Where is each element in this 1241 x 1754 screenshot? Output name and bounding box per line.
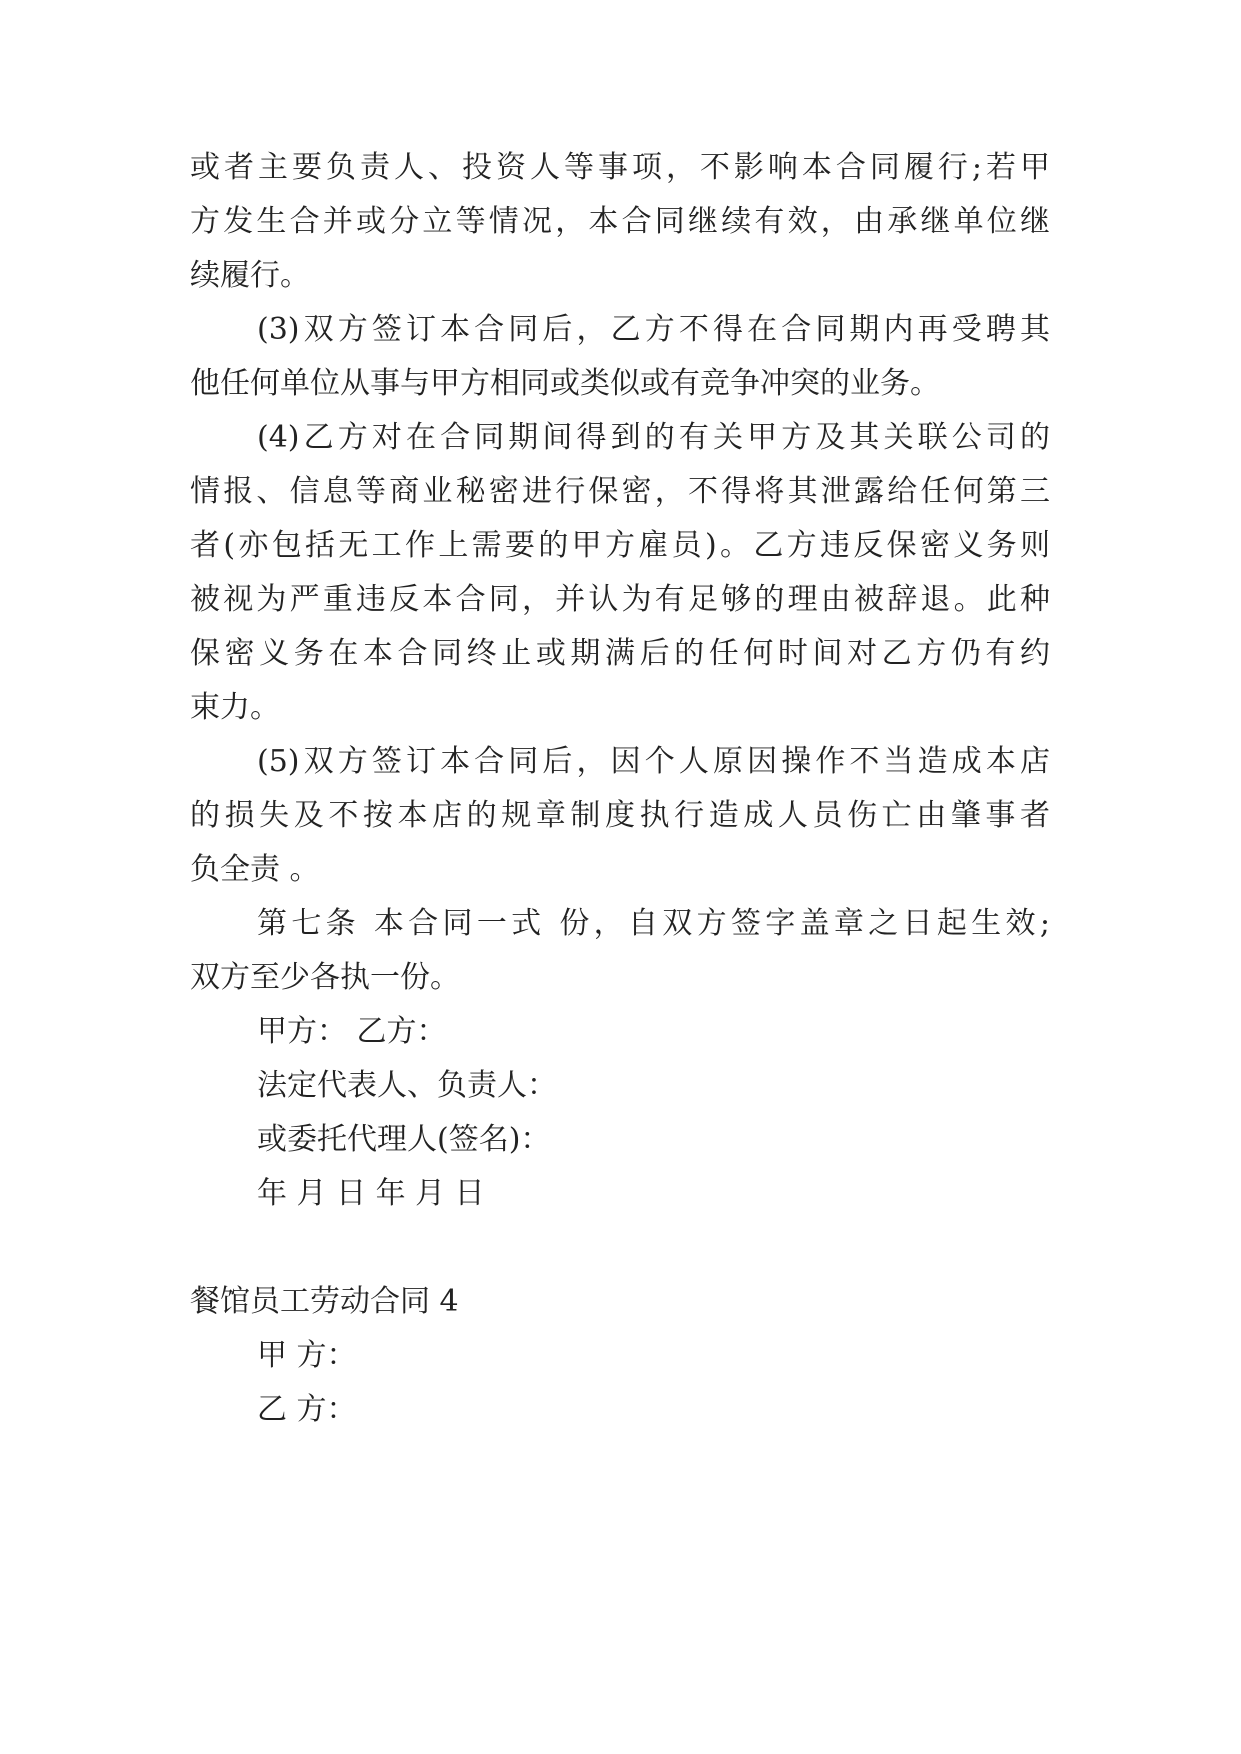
text-line: 情报、信息等商业秘密进行保密，不得将其泄露给任何第三 (190, 474, 1050, 509)
section-title: 餐馆员工劳动合同 4 (190, 1284, 459, 1319)
text-line: 束力。 (190, 690, 280, 725)
party-b-line: 乙 方： (257, 1392, 357, 1427)
text-line: 方发生合并或分立等情况，本合同继续有效，由承继单位继 (190, 204, 1050, 239)
text-line: 他任何单位从事与甲方相同或类似或有竞争冲突的业务。 (190, 366, 940, 401)
text-line: 负全责 。 (190, 852, 320, 887)
text-line: 保密义务在本合同终止或期满后的任何时间对乙方仍有约 (190, 636, 1050, 671)
text-line: 双方至少各执一份。 (190, 960, 460, 995)
representative-line: 法定代表人、负责人： (257, 1068, 557, 1103)
text-line: 的损失及不按本店的规章制度执行造成人员伤亡由肇事者 (190, 798, 1050, 833)
clause-4-line: (4)乙方对在合同期间得到的有关甲方及其关联公司的 (257, 420, 1050, 455)
text-line: 被视为严重违反本合同，并认为有足够的理由被辞退。此种 (190, 582, 1050, 617)
text-line: 或者主要负责人、投资人等事项，不影响本合同履行;若甲 (190, 150, 1050, 185)
party-a-line: 甲 方： (257, 1338, 357, 1373)
text-line: 续履行。 (190, 258, 310, 293)
clause-5-line: (5)双方签订本合同后，因个人原因操作不当造成本店 (257, 744, 1050, 779)
date-line: 年 月 日 年 月 日 (257, 1176, 485, 1211)
agent-signature-line: 或委托代理人(签名)： (257, 1122, 551, 1157)
text-line: 者(亦包括无工作上需要的甲方雇员)。乙方违反保密义务则 (190, 528, 1050, 563)
party-signature-line: 甲方： 乙方： (257, 1014, 447, 1049)
clause-3-line: (3)双方签订本合同后，乙方不得在合同期内再受聘其 (257, 312, 1050, 347)
article-7-line: 第七条 本合同一式 份，自双方签字盖章之日起生效; (257, 906, 1050, 941)
